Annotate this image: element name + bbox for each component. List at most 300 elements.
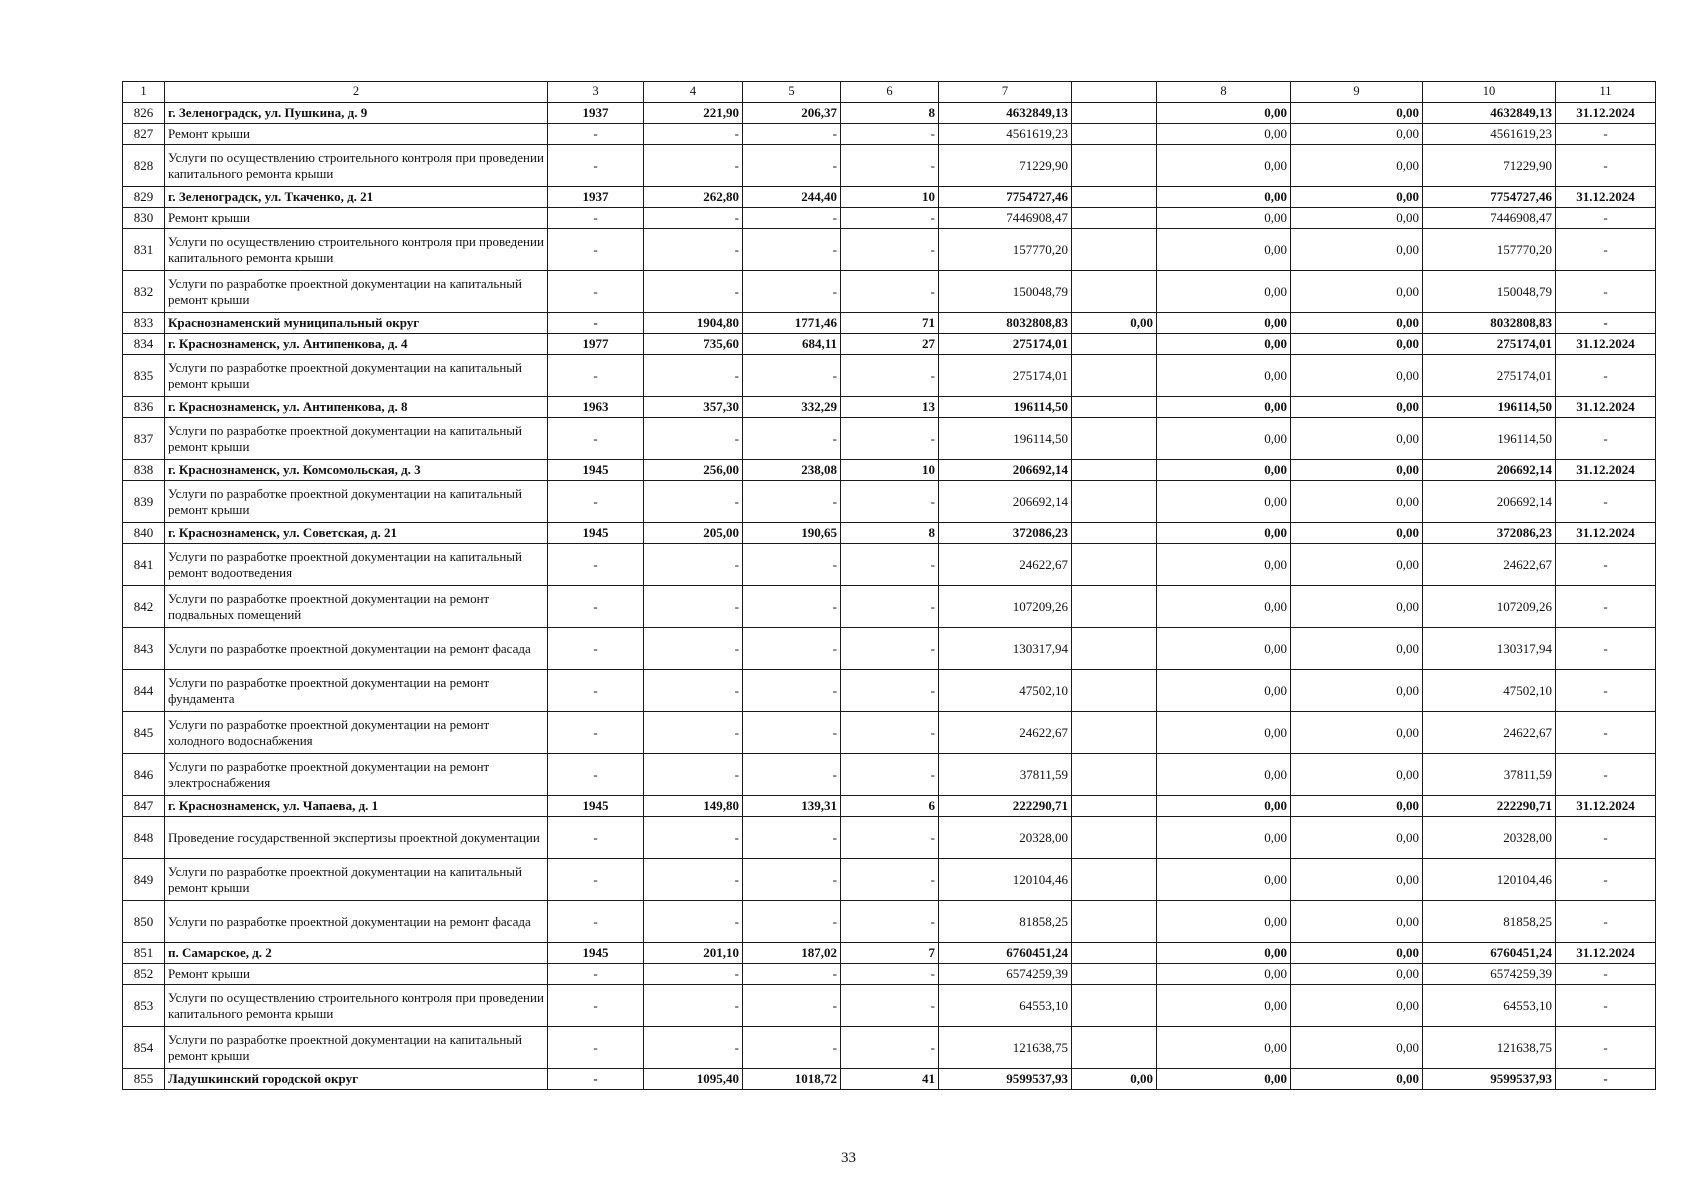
- col4-value-cell: -: [644, 229, 743, 271]
- col4-value-cell: -: [644, 817, 743, 859]
- col9-value-cell: 0,00: [1291, 313, 1423, 334]
- col4-value-cell: -: [644, 418, 743, 460]
- col10-value-cell: 64553,10: [1423, 985, 1556, 1027]
- item-name-cell: Ремонт крыши: [165, 964, 548, 985]
- build-year-cell: -: [548, 586, 644, 628]
- repair-schedule-table: [122, 81, 1656, 1090]
- table-row: [123, 670, 1656, 712]
- item-name-cell: Услуги по разработке проектной документации на ремонт фасада: [165, 901, 548, 943]
- col8-value-cell: 0,00: [1157, 817, 1291, 859]
- build-year-cell: -: [548, 964, 644, 985]
- col8-value-cell: 0,00: [1157, 712, 1291, 754]
- row-number-cell: 841: [123, 544, 165, 586]
- table-row: [123, 964, 1656, 985]
- deadline-cell: 31.12.2024: [1556, 523, 1656, 544]
- col8-value-cell: 0,00: [1157, 796, 1291, 817]
- col8-value-cell: 0,00: [1157, 670, 1291, 712]
- col6-value-cell: -: [841, 901, 939, 943]
- col6-value-cell: -: [841, 817, 939, 859]
- deadline-cell: -: [1556, 481, 1656, 523]
- col10-value-cell: 20328,00: [1423, 817, 1556, 859]
- column-number-row: [123, 82, 1656, 103]
- deadline-cell: -: [1556, 670, 1656, 712]
- col7b-value-cell: [1072, 1027, 1157, 1069]
- col5-value-cell: -: [743, 817, 841, 859]
- row-number-cell: 835: [123, 355, 165, 397]
- col9-value-cell: 0,00: [1291, 754, 1423, 796]
- row-number-cell: 838: [123, 460, 165, 481]
- col8-value-cell: 0,00: [1157, 1069, 1291, 1090]
- row-number-cell: 832: [123, 271, 165, 313]
- col4-value-cell: -: [644, 901, 743, 943]
- row-number-cell: 846: [123, 754, 165, 796]
- row-number-cell: 836: [123, 397, 165, 418]
- row-number-cell: 845: [123, 712, 165, 754]
- deadline-cell: -: [1556, 208, 1656, 229]
- col4-value-cell: -: [644, 355, 743, 397]
- col9-value-cell: 0,00: [1291, 712, 1423, 754]
- col10-value-cell: 81858,25: [1423, 901, 1556, 943]
- col7-value-cell: 107209,26: [939, 586, 1072, 628]
- col7b-value-cell: [1072, 712, 1157, 754]
- col6-value-cell: -: [841, 271, 939, 313]
- col8-value-cell: 0,00: [1157, 586, 1291, 628]
- item-name-cell: Услуги по осуществлению строительного контроля при проведении капитального ремонта крыши: [165, 229, 548, 271]
- col10-value-cell: 275174,01: [1423, 355, 1556, 397]
- col5-value-cell: -: [743, 964, 841, 985]
- col6-value-cell: -: [841, 712, 939, 754]
- page-number: 33: [841, 1150, 856, 1166]
- col5-value-cell: -: [743, 859, 841, 901]
- build-year-cell: -: [548, 670, 644, 712]
- col10-value-cell: 372086,23: [1423, 523, 1556, 544]
- col5-value-cell: -: [743, 1027, 841, 1069]
- col10-value-cell: 9599537,93: [1423, 1069, 1556, 1090]
- col7-value-cell: 64553,10: [939, 985, 1072, 1027]
- col6-value-cell: -: [841, 544, 939, 586]
- col9-value-cell: 0,00: [1291, 208, 1423, 229]
- table-row: [123, 334, 1656, 355]
- col4-value-cell: 357,30: [644, 397, 743, 418]
- build-year-cell: 1945: [548, 460, 644, 481]
- col9-value-cell: 0,00: [1291, 628, 1423, 670]
- col5-value-cell: -: [743, 355, 841, 397]
- col6-value-cell: -: [841, 859, 939, 901]
- item-name-cell: г. Зеленоградск, ул. Пушкина, д. 9: [165, 103, 548, 124]
- col7-value-cell: 206692,14: [939, 460, 1072, 481]
- col4-value-cell: -: [644, 754, 743, 796]
- col9-value-cell: 0,00: [1291, 145, 1423, 187]
- col5-value-cell: 206,37: [743, 103, 841, 124]
- col8-value-cell: 0,00: [1157, 208, 1291, 229]
- item-name-cell: г. Зеленоградск, ул. Ткаченко, д. 21: [165, 187, 548, 208]
- column-number: 11: [1556, 82, 1656, 103]
- col8-value-cell: 0,00: [1157, 103, 1291, 124]
- col6-value-cell: 27: [841, 334, 939, 355]
- col4-value-cell: -: [644, 124, 743, 145]
- col7-value-cell: 24622,67: [939, 712, 1072, 754]
- column-number: 5: [743, 82, 841, 103]
- deadline-cell: 31.12.2024: [1556, 943, 1656, 964]
- item-name-cell: Услуги по осуществлению строительного контроля при проведении капитального ремонта крыши: [165, 985, 548, 1027]
- item-name-cell: Услуги по разработке проектной документации на капитальный ремонт крыши: [165, 859, 548, 901]
- column-number: 8: [1157, 82, 1291, 103]
- build-year-cell: -: [548, 1027, 644, 1069]
- col5-value-cell: -: [743, 418, 841, 460]
- col10-value-cell: 37811,59: [1423, 754, 1556, 796]
- table-row: [123, 145, 1656, 187]
- deadline-cell: 31.12.2024: [1556, 103, 1656, 124]
- col10-value-cell: 6574259,39: [1423, 964, 1556, 985]
- col5-value-cell: -: [743, 208, 841, 229]
- col8-value-cell: 0,00: [1157, 271, 1291, 313]
- table-row: [123, 313, 1656, 334]
- item-name-cell: Услуги по разработке проектной документации на капитальный ремонт крыши: [165, 1027, 548, 1069]
- col5-value-cell: 139,31: [743, 796, 841, 817]
- col7-value-cell: 275174,01: [939, 334, 1072, 355]
- col7b-value-cell: [1072, 481, 1157, 523]
- col8-value-cell: 0,00: [1157, 460, 1291, 481]
- col5-value-cell: 1018,72: [743, 1069, 841, 1090]
- col7-value-cell: 120104,46: [939, 859, 1072, 901]
- build-year-cell: 1945: [548, 943, 644, 964]
- col6-value-cell: 7: [841, 943, 939, 964]
- table-row: [123, 1069, 1656, 1090]
- col4-value-cell: 1904,80: [644, 313, 743, 334]
- deadline-cell: -: [1556, 586, 1656, 628]
- col10-value-cell: 130317,94: [1423, 628, 1556, 670]
- build-year-cell: -: [548, 544, 644, 586]
- col10-value-cell: 107209,26: [1423, 586, 1556, 628]
- col8-value-cell: 0,00: [1157, 187, 1291, 208]
- build-year-cell: -: [548, 355, 644, 397]
- col8-value-cell: 0,00: [1157, 334, 1291, 355]
- col8-value-cell: 0,00: [1157, 859, 1291, 901]
- col7b-value-cell: [1072, 817, 1157, 859]
- build-year-cell: 1977: [548, 334, 644, 355]
- col9-value-cell: 0,00: [1291, 943, 1423, 964]
- col10-value-cell: 4632849,13: [1423, 103, 1556, 124]
- col7-value-cell: 9599537,93: [939, 1069, 1072, 1090]
- table-row: [123, 397, 1656, 418]
- col4-value-cell: 256,00: [644, 460, 743, 481]
- row-number-cell: 831: [123, 229, 165, 271]
- row-number-cell: 855: [123, 1069, 165, 1090]
- col5-value-cell: -: [743, 544, 841, 586]
- row-number-cell: 828: [123, 145, 165, 187]
- column-number: 3: [548, 82, 644, 103]
- col9-value-cell: 0,00: [1291, 187, 1423, 208]
- table-row: [123, 208, 1656, 229]
- table-row: [123, 481, 1656, 523]
- build-year-cell: -: [548, 313, 644, 334]
- col7b-value-cell: [1072, 901, 1157, 943]
- column-number: 2: [165, 82, 548, 103]
- col6-value-cell: -: [841, 229, 939, 271]
- build-year-cell: -: [548, 271, 644, 313]
- col8-value-cell: 0,00: [1157, 544, 1291, 586]
- table-row: [123, 859, 1656, 901]
- col10-value-cell: 150048,79: [1423, 271, 1556, 313]
- col8-value-cell: 0,00: [1157, 481, 1291, 523]
- col9-value-cell: 0,00: [1291, 523, 1423, 544]
- item-name-cell: г. Краснознаменск, ул. Комсомольская, д. 3: [165, 460, 548, 481]
- deadline-cell: -: [1556, 313, 1656, 334]
- table-row: [123, 124, 1656, 145]
- deadline-cell: -: [1556, 271, 1656, 313]
- col4-value-cell: -: [644, 712, 743, 754]
- col4-value-cell: 201,10: [644, 943, 743, 964]
- build-year-cell: 1937: [548, 187, 644, 208]
- col7-value-cell: 8032808,83: [939, 313, 1072, 334]
- col4-value-cell: 221,90: [644, 103, 743, 124]
- col4-value-cell: -: [644, 985, 743, 1027]
- col8-value-cell: 0,00: [1157, 397, 1291, 418]
- col6-value-cell: 10: [841, 187, 939, 208]
- col6-value-cell: -: [841, 964, 939, 985]
- item-name-cell: г. Краснознаменск, ул. Чапаева, д. 1: [165, 796, 548, 817]
- col5-value-cell: 190,65: [743, 523, 841, 544]
- col7-value-cell: 24622,67: [939, 544, 1072, 586]
- build-year-cell: -: [548, 124, 644, 145]
- col4-value-cell: 205,00: [644, 523, 743, 544]
- col8-value-cell: 0,00: [1157, 145, 1291, 187]
- row-number-cell: 826: [123, 103, 165, 124]
- build-year-cell: -: [548, 817, 644, 859]
- col4-value-cell: -: [644, 628, 743, 670]
- deadline-cell: -: [1556, 628, 1656, 670]
- build-year-cell: -: [548, 481, 644, 523]
- col6-value-cell: -: [841, 481, 939, 523]
- col4-value-cell: 1095,40: [644, 1069, 743, 1090]
- col7b-value-cell: 0,00: [1072, 313, 1157, 334]
- deadline-cell: -: [1556, 985, 1656, 1027]
- row-number-cell: 837: [123, 418, 165, 460]
- col7-value-cell: 130317,94: [939, 628, 1072, 670]
- col8-value-cell: 0,00: [1157, 943, 1291, 964]
- build-year-cell: 1945: [548, 796, 644, 817]
- col9-value-cell: 0,00: [1291, 460, 1423, 481]
- deadline-cell: -: [1556, 355, 1656, 397]
- col7b-value-cell: [1072, 628, 1157, 670]
- col7b-value-cell: [1072, 943, 1157, 964]
- col6-value-cell: 13: [841, 397, 939, 418]
- col10-value-cell: 206692,14: [1423, 460, 1556, 481]
- col7b-value-cell: [1072, 124, 1157, 145]
- col8-value-cell: 0,00: [1157, 313, 1291, 334]
- build-year-cell: -: [548, 418, 644, 460]
- col6-value-cell: 41: [841, 1069, 939, 1090]
- table-row: [123, 1027, 1656, 1069]
- col10-value-cell: 121638,75: [1423, 1027, 1556, 1069]
- col6-value-cell: 8: [841, 523, 939, 544]
- col7-value-cell: 275174,01: [939, 355, 1072, 397]
- col9-value-cell: 0,00: [1291, 271, 1423, 313]
- col7b-value-cell: [1072, 187, 1157, 208]
- deadline-cell: -: [1556, 229, 1656, 271]
- col5-value-cell: -: [743, 628, 841, 670]
- col6-value-cell: -: [841, 1027, 939, 1069]
- col5-value-cell: -: [743, 712, 841, 754]
- item-name-cell: Услуги по разработке проектной документации на капитальный ремонт крыши: [165, 418, 548, 460]
- col4-value-cell: 735,60: [644, 334, 743, 355]
- col4-value-cell: -: [644, 670, 743, 712]
- item-name-cell: Услуги по разработке проектной документации на капитальный ремонт крыши: [165, 355, 548, 397]
- col4-value-cell: -: [644, 859, 743, 901]
- col7-value-cell: 4561619,23: [939, 124, 1072, 145]
- col7-value-cell: 71229,90: [939, 145, 1072, 187]
- col10-value-cell: 4561619,23: [1423, 124, 1556, 145]
- item-name-cell: Услуги по разработке проектной документации на ремонт электроснабжения: [165, 754, 548, 796]
- col7-value-cell: 7446908,47: [939, 208, 1072, 229]
- row-number-cell: 849: [123, 859, 165, 901]
- col6-value-cell: 71: [841, 313, 939, 334]
- row-number-cell: 851: [123, 943, 165, 964]
- deadline-cell: -: [1556, 712, 1656, 754]
- column-number: 4: [644, 82, 743, 103]
- column-number: 9: [1291, 82, 1423, 103]
- table-row: [123, 817, 1656, 859]
- table-row: [123, 754, 1656, 796]
- col4-value-cell: -: [644, 1027, 743, 1069]
- col7b-value-cell: [1072, 103, 1157, 124]
- col4-value-cell: -: [644, 544, 743, 586]
- col10-value-cell: 120104,46: [1423, 859, 1556, 901]
- col9-value-cell: 0,00: [1291, 796, 1423, 817]
- column-number: 1: [123, 82, 165, 103]
- col5-value-cell: 238,08: [743, 460, 841, 481]
- deadline-cell: -: [1556, 817, 1656, 859]
- col4-value-cell: 262,80: [644, 187, 743, 208]
- col5-value-cell: 244,40: [743, 187, 841, 208]
- col10-value-cell: 7754727,46: [1423, 187, 1556, 208]
- col7-value-cell: 196114,50: [939, 418, 1072, 460]
- deadline-cell: 31.12.2024: [1556, 334, 1656, 355]
- col7-value-cell: 206692,14: [939, 481, 1072, 523]
- table-row: [123, 796, 1656, 817]
- deadline-cell: -: [1556, 418, 1656, 460]
- deadline-cell: -: [1556, 1069, 1656, 1090]
- col9-value-cell: 0,00: [1291, 817, 1423, 859]
- col7-value-cell: 150048,79: [939, 271, 1072, 313]
- col7-value-cell: 7754727,46: [939, 187, 1072, 208]
- table-row: [123, 187, 1656, 208]
- col10-value-cell: 157770,20: [1423, 229, 1556, 271]
- deadline-cell: -: [1556, 901, 1656, 943]
- item-name-cell: Услуги по разработке проектной документации на ремонт холодного водоснабжения: [165, 712, 548, 754]
- build-year-cell: 1963: [548, 397, 644, 418]
- col7b-value-cell: [1072, 397, 1157, 418]
- col5-value-cell: -: [743, 124, 841, 145]
- col6-value-cell: -: [841, 754, 939, 796]
- col6-value-cell: -: [841, 145, 939, 187]
- item-name-cell: Услуги по разработке проектной документации на капитальный ремонт крыши: [165, 481, 548, 523]
- col5-value-cell: -: [743, 145, 841, 187]
- col7b-value-cell: [1072, 460, 1157, 481]
- col5-value-cell: -: [743, 901, 841, 943]
- build-year-cell: -: [548, 628, 644, 670]
- col9-value-cell: 0,00: [1291, 544, 1423, 586]
- col7-value-cell: 372086,23: [939, 523, 1072, 544]
- col7b-value-cell: [1072, 271, 1157, 313]
- col7b-value-cell: [1072, 544, 1157, 586]
- item-name-cell: п. Самарское, д. 2: [165, 943, 548, 964]
- row-number-cell: 839: [123, 481, 165, 523]
- item-name-cell: Услуги по разработке проектной документации на ремонт фасада: [165, 628, 548, 670]
- build-year-cell: 1937: [548, 103, 644, 124]
- col7b-value-cell: [1072, 586, 1157, 628]
- col4-value-cell: -: [644, 271, 743, 313]
- deadline-cell: 31.12.2024: [1556, 397, 1656, 418]
- col4-value-cell: -: [644, 481, 743, 523]
- build-year-cell: -: [548, 229, 644, 271]
- col7-value-cell: 157770,20: [939, 229, 1072, 271]
- column-number: 6: [841, 82, 939, 103]
- deadline-cell: 31.12.2024: [1556, 460, 1656, 481]
- col9-value-cell: 0,00: [1291, 481, 1423, 523]
- col10-value-cell: 196114,50: [1423, 397, 1556, 418]
- item-name-cell: Услуги по разработке проектной документации на капитальный ремонт крыши: [165, 271, 548, 313]
- col4-value-cell: -: [644, 586, 743, 628]
- build-year-cell: -: [548, 859, 644, 901]
- table-row: [123, 460, 1656, 481]
- col8-value-cell: 0,00: [1157, 229, 1291, 271]
- table-row: [123, 628, 1656, 670]
- col4-value-cell: 149,80: [644, 796, 743, 817]
- col7b-value-cell: [1072, 208, 1157, 229]
- row-number-cell: 850: [123, 901, 165, 943]
- col9-value-cell: 0,00: [1291, 124, 1423, 145]
- col5-value-cell: 684,11: [743, 334, 841, 355]
- col7b-value-cell: [1072, 964, 1157, 985]
- col10-value-cell: 222290,71: [1423, 796, 1556, 817]
- col8-value-cell: 0,00: [1157, 355, 1291, 397]
- col7b-value-cell: [1072, 859, 1157, 901]
- col10-value-cell: 275174,01: [1423, 334, 1556, 355]
- col7b-value-cell: [1072, 754, 1157, 796]
- col10-value-cell: 7446908,47: [1423, 208, 1556, 229]
- col8-value-cell: 0,00: [1157, 1027, 1291, 1069]
- item-name-cell: Услуги по осуществлению строительного контроля при проведении капитального ремонта крыши: [165, 145, 548, 187]
- deadline-cell: -: [1556, 145, 1656, 187]
- row-number-cell: 840: [123, 523, 165, 544]
- build-year-cell: 1945: [548, 523, 644, 544]
- col6-value-cell: -: [841, 418, 939, 460]
- build-year-cell: -: [548, 712, 644, 754]
- col10-value-cell: 24622,67: [1423, 544, 1556, 586]
- col10-value-cell: 196114,50: [1423, 418, 1556, 460]
- row-number-cell: 833: [123, 313, 165, 334]
- deadline-cell: -: [1556, 964, 1656, 985]
- table-row: [123, 103, 1656, 124]
- col9-value-cell: 0,00: [1291, 355, 1423, 397]
- col10-value-cell: 8032808,83: [1423, 313, 1556, 334]
- column-number: [1072, 82, 1157, 103]
- build-year-cell: -: [548, 901, 644, 943]
- col7-value-cell: 222290,71: [939, 796, 1072, 817]
- row-number-cell: 834: [123, 334, 165, 355]
- deadline-cell: 31.12.2024: [1556, 796, 1656, 817]
- col9-value-cell: 0,00: [1291, 103, 1423, 124]
- col4-value-cell: -: [644, 208, 743, 229]
- col8-value-cell: 0,00: [1157, 124, 1291, 145]
- item-name-cell: Краснознаменский муниципальный округ: [165, 313, 548, 334]
- col9-value-cell: 0,00: [1291, 859, 1423, 901]
- col9-value-cell: 0,00: [1291, 1069, 1423, 1090]
- col7b-value-cell: [1072, 229, 1157, 271]
- row-number-cell: 843: [123, 628, 165, 670]
- col5-value-cell: 187,02: [743, 943, 841, 964]
